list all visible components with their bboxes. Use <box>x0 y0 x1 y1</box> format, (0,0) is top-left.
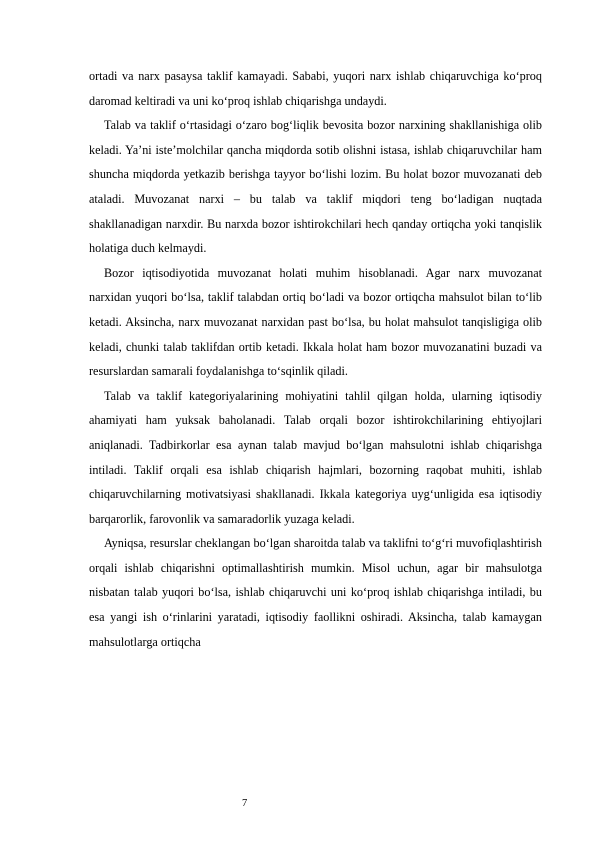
body-text <box>89 64 542 654</box>
paragraph-resource-coordination: Ayniqsa, resurslar cheklangan bo‘lgan sharoitda talab va taklifni to‘g‘ri muvofiqlashtirish orqali ishlab chiqarishni optimallashtirish mumkin. Misol uchun, agar bir mahsulotga nisbatan talab yuqori bo‘lsa, ishlab chiqaruvchi uni ko‘proq ishlab chiqarishga intiladi, bu esa yangi ish o‘rinlarini yaratadi, iqtisodiy faollikni oshiradi. Aksincha, talab kamaygan mahsulotlarga ortiqcha <box>89 536 542 649</box>
page-number: 7 <box>242 798 248 809</box>
paragraph-equilibrium-importance: Bozor iqtisodiyotida muvozanat holati muhim hisoblanadi. Agar narx muvozanat narxidan yuqori bo‘lsa, taklif talabdan ortiq bo‘ladi va bozor ortiqcha mahsulot bilan to‘lib ketadi. Aksincha, narx muvozanat narxidan past bo‘lsa, bu holat mahsulot tanqisligiga olib keladi, chunki talab taklifdan ortib ketadi. Ikkala holat ham bozor muvozanatini buzadi va resurslardan samarali foydalanishga to‘sqinlik qiladi. <box>89 265 542 379</box>
paragraph-market-equilibrium: Talab va taklif o‘rtasidagi o‘zaro bog‘liqlik bevosita bozor narxining shakllanishiga olib keladi. Ya’ni iste’molchilar qancha miqdorda sotib olishni istasa, ishlab chiqaruvchilar ham shuncha miqdorda yetkazib berishga tayyor bo‘lishi lozim. Bu holat bozor muvozanati deb ataladi. Muvozanat narxi – bu talab va taklif miqdori teng bo‘ladigan nuqtada shakllanadigan narxdir. Bu narxda bozor ishtirokchilari hech qanday ortiqcha yoki tanqislik holatiga duch kelmaydi. <box>89 118 542 256</box>
paragraph-economic-significance: Talab va taklif kategoriyalarining mohiyatini tahlil qilgan holda, ularning iqtisodiy ahamiyati ham yuksak baholanadi. Talab orqali bozor ishtirokchilarining ehtiyojlari aniqlanadi. Tadbirkorlar esa aynan talab mavjud bo‘lgan mahsulotni ishlab chiqarishga intiladi. Taklif orqali esa ishlab chiqarish hajmlari, bozorning raqobat muhiti, ishlab chiqaruvchilarning motivatsiyasi shakllanadi. Ikkala kategoriya uyg‘unligida esa iqtisodiy barqarorlik, farovonlik va samaradorlik yuzaga keladi. <box>89 388 542 526</box>
paragraph-continuation: ortadi va narx pasaysa taklif kamayadi. Sababi, yuqori narx ishlab chiqaruvchiga ko‘proq daromad keltiradi va uni ko‘proq ishlab chiqarishga undaydi. <box>89 69 542 108</box>
